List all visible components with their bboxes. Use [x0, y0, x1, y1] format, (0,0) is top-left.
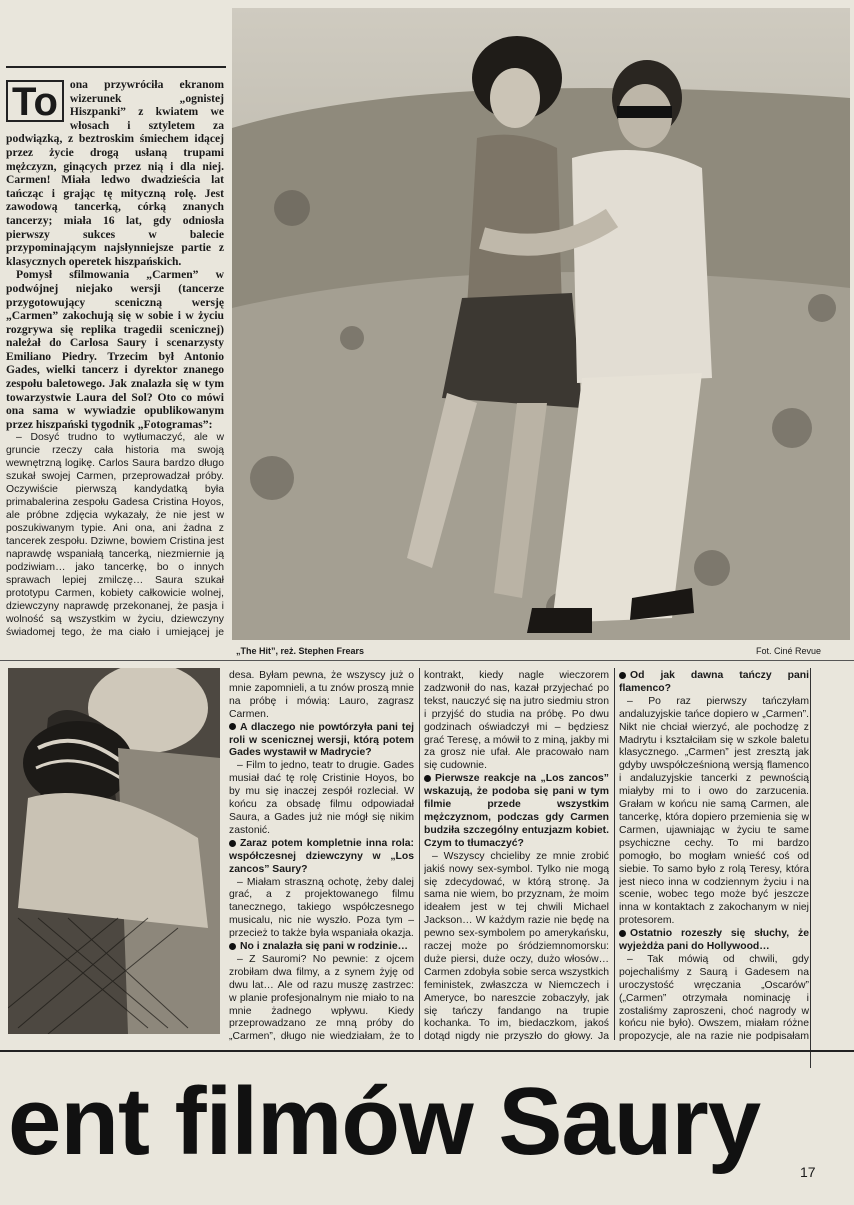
- section-rule: [0, 660, 854, 661]
- interview-question: Pierwsze reakcje na „Los zancos” wskazują, że podoba się pani w tym filmie przede wszystkim mężczyznom, podczas gdy Carmen budziła szczególny entuzjazm kobiet. Czym to tłumaczyć?: [424, 773, 609, 849]
- paragraph: – Film to jedno, teatr to drugie. Gades musiał dać tę rolę Cristinie Hoyos, bo by mu się inaczej zespół rozleciał. W końcu za obsadę filmu odpowiadał Saura, a Gades już nie mógł się nikim zastonić.: [229, 760, 414, 836]
- paragraph: – Po raz pierwszy tańczyłam andaluzyjskie tańce dopiero w „Carmen”. Nikt nie chciał wierzyć, ale pochodzę z Madrytu i kształciłam się w szkole baletu klasycznego. „Carmen” jest zresztą jak gdyby uwspółcześnioną wersją flamenco i andaluzyjskie tancerki z pewnością miałyby mi to i owo do zarzucenia. Grałam w końcu nie samą Carmen, ale tancerkę, która dopiero przemienia się w Carmen, ujawniając w życiu te same psychiczne cechy. To mi bardzo pomogło, bo mogłam wnieść coś od siebie. To samo było z rolą Teresy, która jest nieco inna w codziennym życiu i na scenie, wobec tego może być jeszcze inna w kontaktach z zakochanym w niej protesorem.: [619, 695, 809, 927]
- bullet-icon: [229, 840, 236, 847]
- dance-photo-illustration: [232, 8, 850, 640]
- interview-question: Zaraz potem kompletnie inna rola: współczesnej dziewczyny w „Los zancos” Saury?: [229, 837, 414, 875]
- column-divider: [614, 668, 615, 1040]
- paragraph: kontrakt, kiedy nagle wieczorem zadzwonił do nas, kazał przyjechać po tekst, nauczyć się na jutro siedmiu stron i przyjść do studia na próbę. Po dwu godzinach oświadczył mi – będziesz grać Teresę, a mówił to z miną, jakby mi za grosz nie ufał. Ale pracowało nam się cudownie.: [424, 670, 609, 772]
- paragraph: – Dosyć trudno to wytłumaczyć, ale w gruncie rzeczy cała historia ma swoją wewnętrzną logikę. Carlos Saura bardzo długo szukał swojej Carmen, przeprowadzał próby. Oczywiście pierwszą kandydatką była primabalerina zespołu Gadesa Cristina Hoyos, ale próbne zdjęcia wykazały, że nie jest w poszukiwanym typie. Ani ona, ani żadna z tancerek zespołu. Dziwne, bowiem Cristina jest naprawdę wspaniałą tancerką, niezmiernie ją podziwiam… jako tancerkę, bo o innych sprawach lepiej zmilczę… Saura szukał prototypu Carmen, kobiety całkowicie wolnej, dziewczyny naprawdę przekonanej, że pasja i wolność są wszystkim w życiu, dziewczyny świadomej tego, że ma ciało i umiejącej je: [6, 432, 224, 638]
- top-rule: [6, 66, 226, 68]
- bullet-icon: [229, 723, 236, 730]
- man-with-ball-illustration: [8, 668, 220, 1034]
- paragraph: desa. Byłam pewna, że wszyscy już o mnie zapomnieli, a tu znów proszą mnie na próbę i mówią: Lauro, zagrasz Carmen.: [229, 670, 414, 720]
- right-border: [810, 668, 811, 1068]
- bullet-icon: [229, 943, 236, 950]
- main-photo: [232, 8, 850, 640]
- interview-question: Od jak dawna tańczy pani flamenco?: [619, 670, 809, 694]
- photo-caption: „The Hit”, reż. Stephen Frears: [236, 646, 365, 656]
- paragraph: – Tak mówią od chwili, gdy pojechaliśmy z Saurą i Gadesem na uroczystość wręczania „Oscarów” („Carmen” otrzymała nominację i zostaliśmy zaproszeni, choć nagrody w końcu nie było). Owszem, miałam różne propozycje, ale na razie nie podpisałam: [619, 953, 809, 1042]
- secondary-photo: [8, 668, 220, 1034]
- bullet-icon: [619, 930, 626, 937]
- paragraph: – Miałam straszną ochotę, żeby dalej grać, a z projektowanego filmu tanecznego, takiego współczesnego musicalu, nic nie wyszło. Poza tym – przecież to także była wspaniała okazja.: [229, 876, 414, 940]
- article-column-4: [619, 670, 809, 1042]
- interview-question: No i znalazła się pani w rodzinie…: [229, 941, 414, 954]
- paragraph: ona przywróciła ekranom wizerunek „ognistej Hiszpanki” z kwiatem we włosach i sztyletem za podwiązką, z beztroskim śmiechem idącej przez życie drogą usłaną trupami mężczyzn, ginących przez nią i dla niej. Carmen! Miała ledwo dwadzieścia lat tańcząc i grając tę mityczną rolę. Jest zawodową tancerką, córką znanych tancerzy; miała 16 lat, gdy odniosła pierwszy sukces w balecie przypominającym najsłynniejsze partie z klasycznych operetek hiszpańskich.: [6, 78, 224, 268]
- column-divider: [419, 668, 420, 1040]
- article-column-3: [424, 670, 609, 1042]
- paragraph: – Wszyscy chcieliby ze mnie zrobić jakiś nowy sex-symbol. Tylko nie mogą się zdecydować, w którą stronę. Ja sama nie wiem, bo przyznam, że moim ideałem jest w tej chwili Michael Jackson… W każdym razie nie będę na pewno sex-symbolem po amerykańsku, raczej może po śródziemnomorsku: duże piersi, duże oczy, dużo włosów… Carmen zdobyła sobie serca wszystkich feministek, zwłaszcza w Niemczech i Ameryce, bo nareszcie zobaczyły, jak się tańczy fandango na trupie kochanka. To im, biedaczkom, jakoś dotąd nigdy nie przyszło do głowy. Ja: [424, 850, 609, 1042]
- paragraph: – Z Sauromi? No pewnie: z ojcem zrobiłam dwa filmy, a z synem żyję od dwu lat… Ale od razu muszę zastrzec: w planie profesjonalnym nie miało to na mnie żadnego wpływu. Kiedy przeprowadzano ze mną próby do „Carmen”, długo nie wiedziałam, że to: [229, 953, 414, 1042]
- interview-question: A dlaczego nie powtórzyła pani tej roli w scenicznej wersji, którą potem Gades wystawił w Madrycie?: [229, 721, 414, 759]
- bullet-icon: [424, 775, 431, 782]
- bullet-icon: [619, 672, 626, 679]
- interview-question: Ostatnio rozeszły się słuchy, że wyjeżdża pani do Hollywood…: [619, 928, 809, 953]
- drop-cap: To: [6, 80, 64, 122]
- article-column-2: [229, 670, 414, 1042]
- headline-rule: [0, 1050, 854, 1052]
- article-headline: ent filmów Saury: [8, 1068, 761, 1175]
- paragraph: Pomysł sfilmowania „Carmen” w podwójnej niejako wersji (tancerze przygotowujący sceniczną wersję „Carmen” zakochują się w sobie i w życiu rozgrywa się replika tragedii scenicznej) należał do Carlosa Saury i scenarzysty Emiliano Piedry. Trzecim był Antonio Gades, wielki tancerz i dyrektor znanego zespołu baletowego. Jak znalazła się w tym towarzystwie Laura del Sol? Oto co mówi ona sama w wywiadzie opublikowanym przez hiszpański tygodnik „Fotogramas”:: [6, 268, 224, 431]
- article-column-1: [6, 78, 224, 638]
- photo-credit: Fot. Ciné Revue: [756, 646, 822, 656]
- page-number: 17: [800, 1164, 816, 1180]
